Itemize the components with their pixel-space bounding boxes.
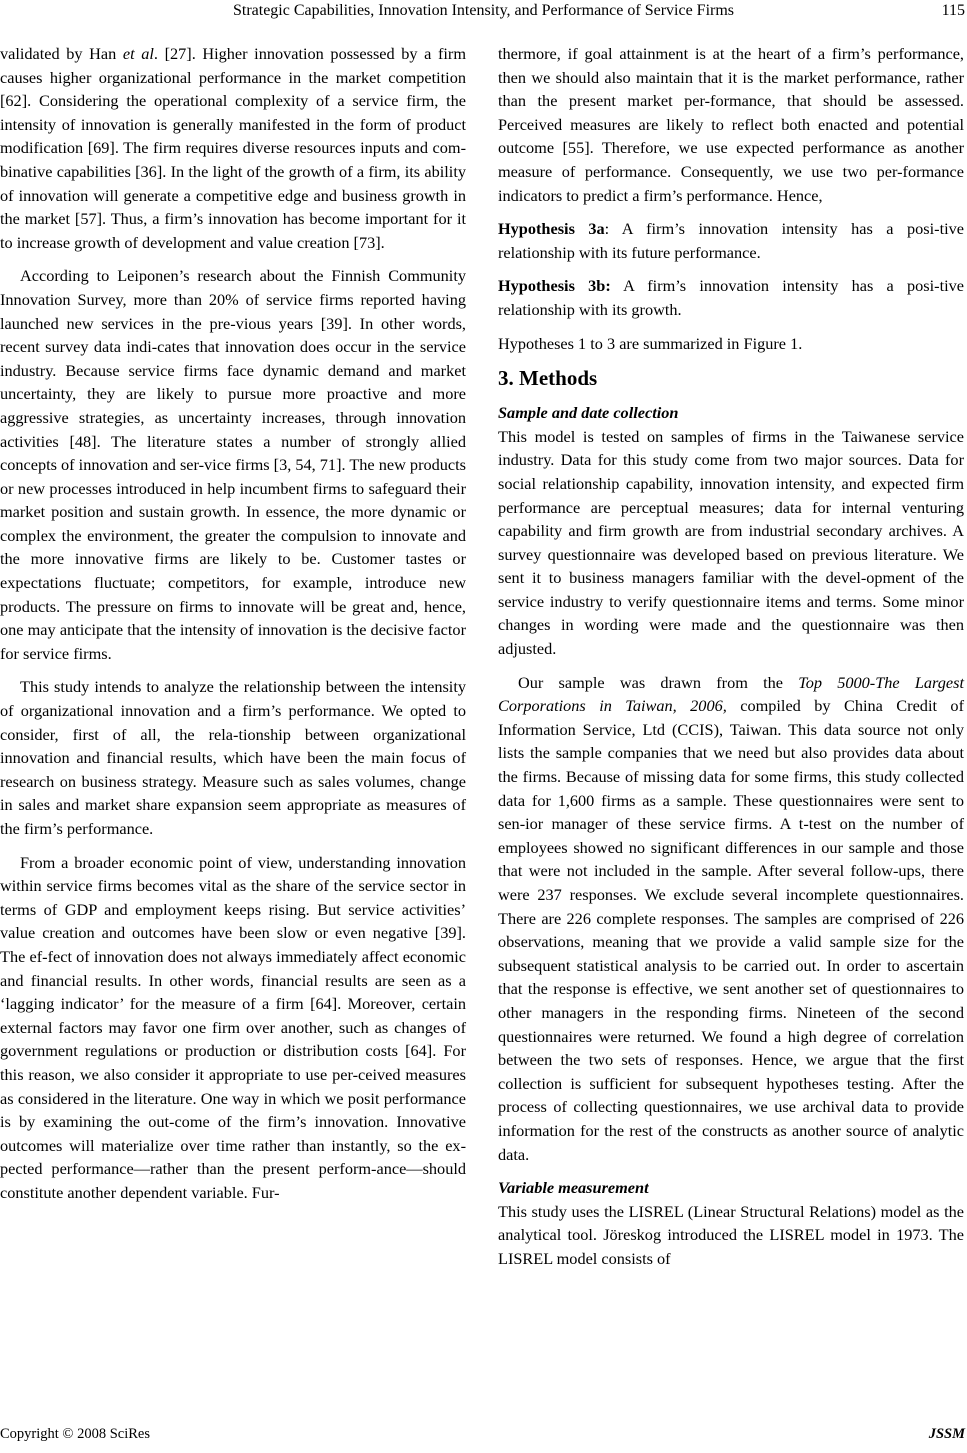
journal-name: JSSM <box>928 1426 965 1442</box>
paragraph: thermore, if goal attainment is at the heart of a firm’s performance, then we should also maintain that it is the market performance, rather than the present market per-formance, that should be assessed. Perceived measures are likely to reflect both enacted and potential outcome [55]. Therefore, we use expected performance as another measure of performance. Consequently, we use two per-formance indicators to predict a firm’s performance. Hence, <box>498 44 964 205</box>
running-head <box>0 0 967 22</box>
text-run-italic: Top 5000-The Largest Corporations in Taiwan, 2006, <box>498 672 965 716</box>
hypothesis-3a <box>498 217 964 264</box>
paragraph <box>0 42 466 254</box>
subsection-heading: Variable measurement <box>498 1178 649 1198</box>
copyright-notice: Copyright © 2008 SciRes <box>0 1426 150 1442</box>
hypothesis-text: A firm’s innovation intensity has a posi-tive relationship with its growth. <box>498 276 965 319</box>
running-head-title: Strategic Capabilities, Innovation Intensity, and Performance of Service Firms <box>232 2 735 19</box>
section-heading: 3. Methods <box>498 366 598 391</box>
paragraph: This study uses the LISREL (Linear Structural Relations) model as the analytical tool. Jöreskog introduced the LISREL model in 1973. The LISREL model consists of <box>498 1201 964 1268</box>
paragraph: This study intends to analyze the relationship between the intensity of organizational innovation and a firm’s performance. We opted to consider, first of all, the rela-tionship between organizational innovation and financial results, which have been the main focus of research on business strategy. Measure such as sales volumes, change in sales and market share expansion seem appropriate as measures of the firm’s performance. <box>0 677 466 838</box>
subsection-heading: Sample and date collection <box>498 403 679 423</box>
text-run: validated by Han <box>0 44 123 63</box>
paragraph: This model is tested on samples of firms in the Taiwanese service industry. Data for this study come from two major sources. Data for social relationship capability, innovation intensity, and expected firm performance are perceptual measures; data for internal venturing capability and firm growth are from industrial secondary archives. A survey questionnaire was developed based on previous literature. We sent it to business managers familiar with the devel-opment of the service industry to verify questionnaire items and terms. Some minor changes in wording were made and the questionnaire was then adjusted. <box>498 426 964 659</box>
paragraph <box>498 671 964 1166</box>
left-column <box>0 42 466 1205</box>
paragraph: Hypotheses 1 to 3 are summarized in Figure 1. <box>498 333 803 353</box>
hypothesis-3b <box>498 274 964 321</box>
paragraph: According to Leiponen’s research about the Finnish Community Innovation Survey, more than 20% of service firms reported having launched new services in the pre-vious years [39]. In other words, recent survey data indi-cates that innovation does occur in the service industry. Because service firms face dynamic demand and market uncertainty, they are likely to pursue more proactive and more aggressive strategies, as uncertainty increases, through innovation activities [48]. The literature states a number of strongly allied concepts of innovation and ser-vice firms [3, 54, 71]. The new products or new processes introduced in help incumbent firms to safeguard their market position and sustain growth. In essence, the more dynamic or complex the environment, the greater the compulsion to innovate and the more innovative firms are likely to be. Customer tastes or expectations fluctuate; competitors, for example, introduce new products. The pressure on firms to innovate will be great and, hence, one may anticipate that the intensity of innovation is the decisive factor for service firms. <box>0 266 466 663</box>
hypothesis-text: : A firm’s innovation intensity has a posi-tive relationship with its future performance. <box>498 219 964 262</box>
hypothesis-label: Hypothesis 3b: <box>498 276 611 296</box>
page-number: 115 <box>941 2 965 19</box>
text-run: Our sample was drawn from the <box>518 672 799 692</box>
text-run: . [27]. Higher innovation possessed by a firm causes higher organizational performance in the market competition [62]. Considering the operational complexity of a service firm, the intensity of innovation is generally manifested in the form of product modification [69]. The firm requires diverse resources inputs and com-binative capabilities [36]. In the light of the growth of a firm, its ability of innovation will generate a competitive edge and business growth in the market [57]. Thus, a firm’s innovation has become important for it to increase growth of development and value creation [73]. <box>0 44 466 252</box>
hypothesis-label: Hypothesis 3a <box>498 219 605 239</box>
text-run: compiled by China Credit of Information Service, Ltd (CCIS), Taiwan. This data source not only lists the sample companies that we need but also provides data about the firms. Because of missing data for some firms, this study collected data for 1,600 firms as a sample. These questionnaires were sent to sen-ior manager of these service firms. A t-test on the number of employees showed no significant differences in our sample and those that were not included in the sample. After several follow-ups, there were 237 responses. We exclude several incomplete questionnaires. There are 226 complete responses. The samples are comprised of 226 observations, meaning that we provide a valid sample size for the subsequent statistical analysis to be carried out. In order to ascertain that the response is effective, we sent another set of questionnaires to other managers in the responding firms. Nineteen of the second questionnaires were returned. We found a high degree of correlation between the two sets of responses. Hence, we argue that the first collection is sufficient for subsequent hypotheses testing. After the process of collecting questionnaires, we use archival data to provide information for the rest of the constructs as another source of analytic data. <box>498 696 964 1164</box>
right-column <box>498 42 964 1271</box>
paragraph: From a broader economic point of view, understanding innovation within service firms becomes vital as the share of the service sector in terms of GDP and employment keeps rising. But service activities’ value creation and outcomes have been slow or even negative [39]. The ef-fect of innovation does not always immediately affect economic and financial results. In other words, financial results are seen as a ‘lagging indicator’ for the measure of a firm [64]. Moreover, certain external factors may favor one firm over another, such as changes of government regulations or production or distribution costs [64]. For this reason, we also consider it appropriate to use per-ceived measures as considered in the literature. One way in which we posit performance is by examining the out-come of the firm’s innovation. Innovative outcomes will materialize over time rather than instantly, so the ex-pected performance—rather than the present perform-ance—should constitute another dependent variable. Fur- <box>0 852 466 1202</box>
text-run-italic: et al <box>122 44 154 63</box>
